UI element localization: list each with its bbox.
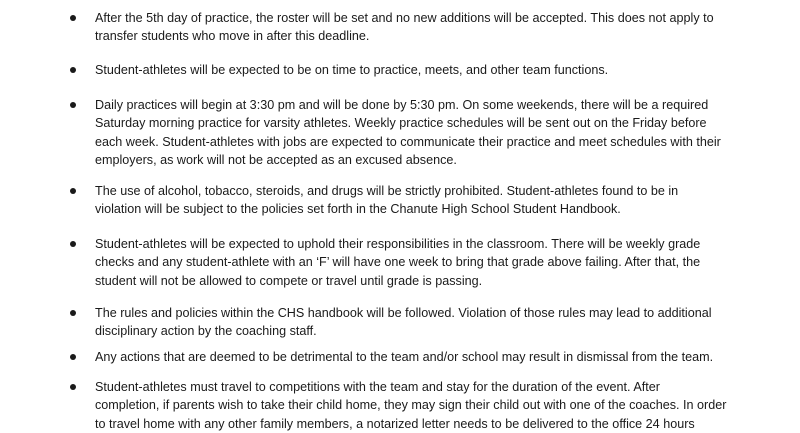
list-item-text: Student-athletes will be expected to be on time to practice, meets, and other team functions. bbox=[95, 63, 609, 77]
list-item-text: The use of alcohol, tobacco, steroids, and drugs will be strictly prohibited. Student-athletes found to be in violation will be subject to the policies set forth in the Chanute High School Student Handbook. bbox=[95, 184, 679, 217]
bullet-icon bbox=[70, 354, 76, 360]
list-item-text: Any actions that are deemed to be detrimental to the team and/or school may result in dismissal from the team. bbox=[95, 350, 714, 364]
list-item-text: The rules and policies within the CHS handbook will be followed. Violation of those rules may lead to additional disciplinary action by the coaching staff. bbox=[95, 306, 712, 339]
bullet-icon bbox=[70, 310, 76, 316]
list-item-text: Daily practices will begin at 3:30 pm and will be done by 5:30 pm. On some weekends, there will be a required Saturday morning practice for varsity athletes. Weekly practice schedules will be sent out on the Friday before each week. Student-athletes with jobs are expected to communicate their practice and meet schedules with their employers, as work will not be accepted as an excused absence. bbox=[95, 98, 721, 167]
bullet-icon bbox=[70, 241, 76, 247]
bullet-icon bbox=[70, 384, 76, 390]
bullet-icon bbox=[70, 188, 76, 194]
bullet-icon bbox=[70, 15, 76, 21]
list-item-text: Student-athletes must travel to competitions with the team and stay for the duration of the event. After completion, if parents wish to take their child home, they may sign their child out with one of the coaches. In order to travel home with any other family members, a notarized letter needs to be delivered to the office 24 hours bbox=[95, 380, 727, 431]
list-item-text: After the 5th day of practice, the roster will be set and no new additions will be accepted. This does not apply to transfer students who move in after this deadline. bbox=[95, 11, 714, 44]
bullet-icon bbox=[70, 102, 76, 108]
list-item-text: Student-athletes will be expected to uphold their responsibilities in the classroom. There will be weekly grade checks and any student-athlete with an ‘F’ will have one week to bring that grade above failing. After that, the student will not be allowed to compete or travel until grade is passing. bbox=[95, 237, 701, 288]
bullet-icon bbox=[70, 67, 76, 73]
